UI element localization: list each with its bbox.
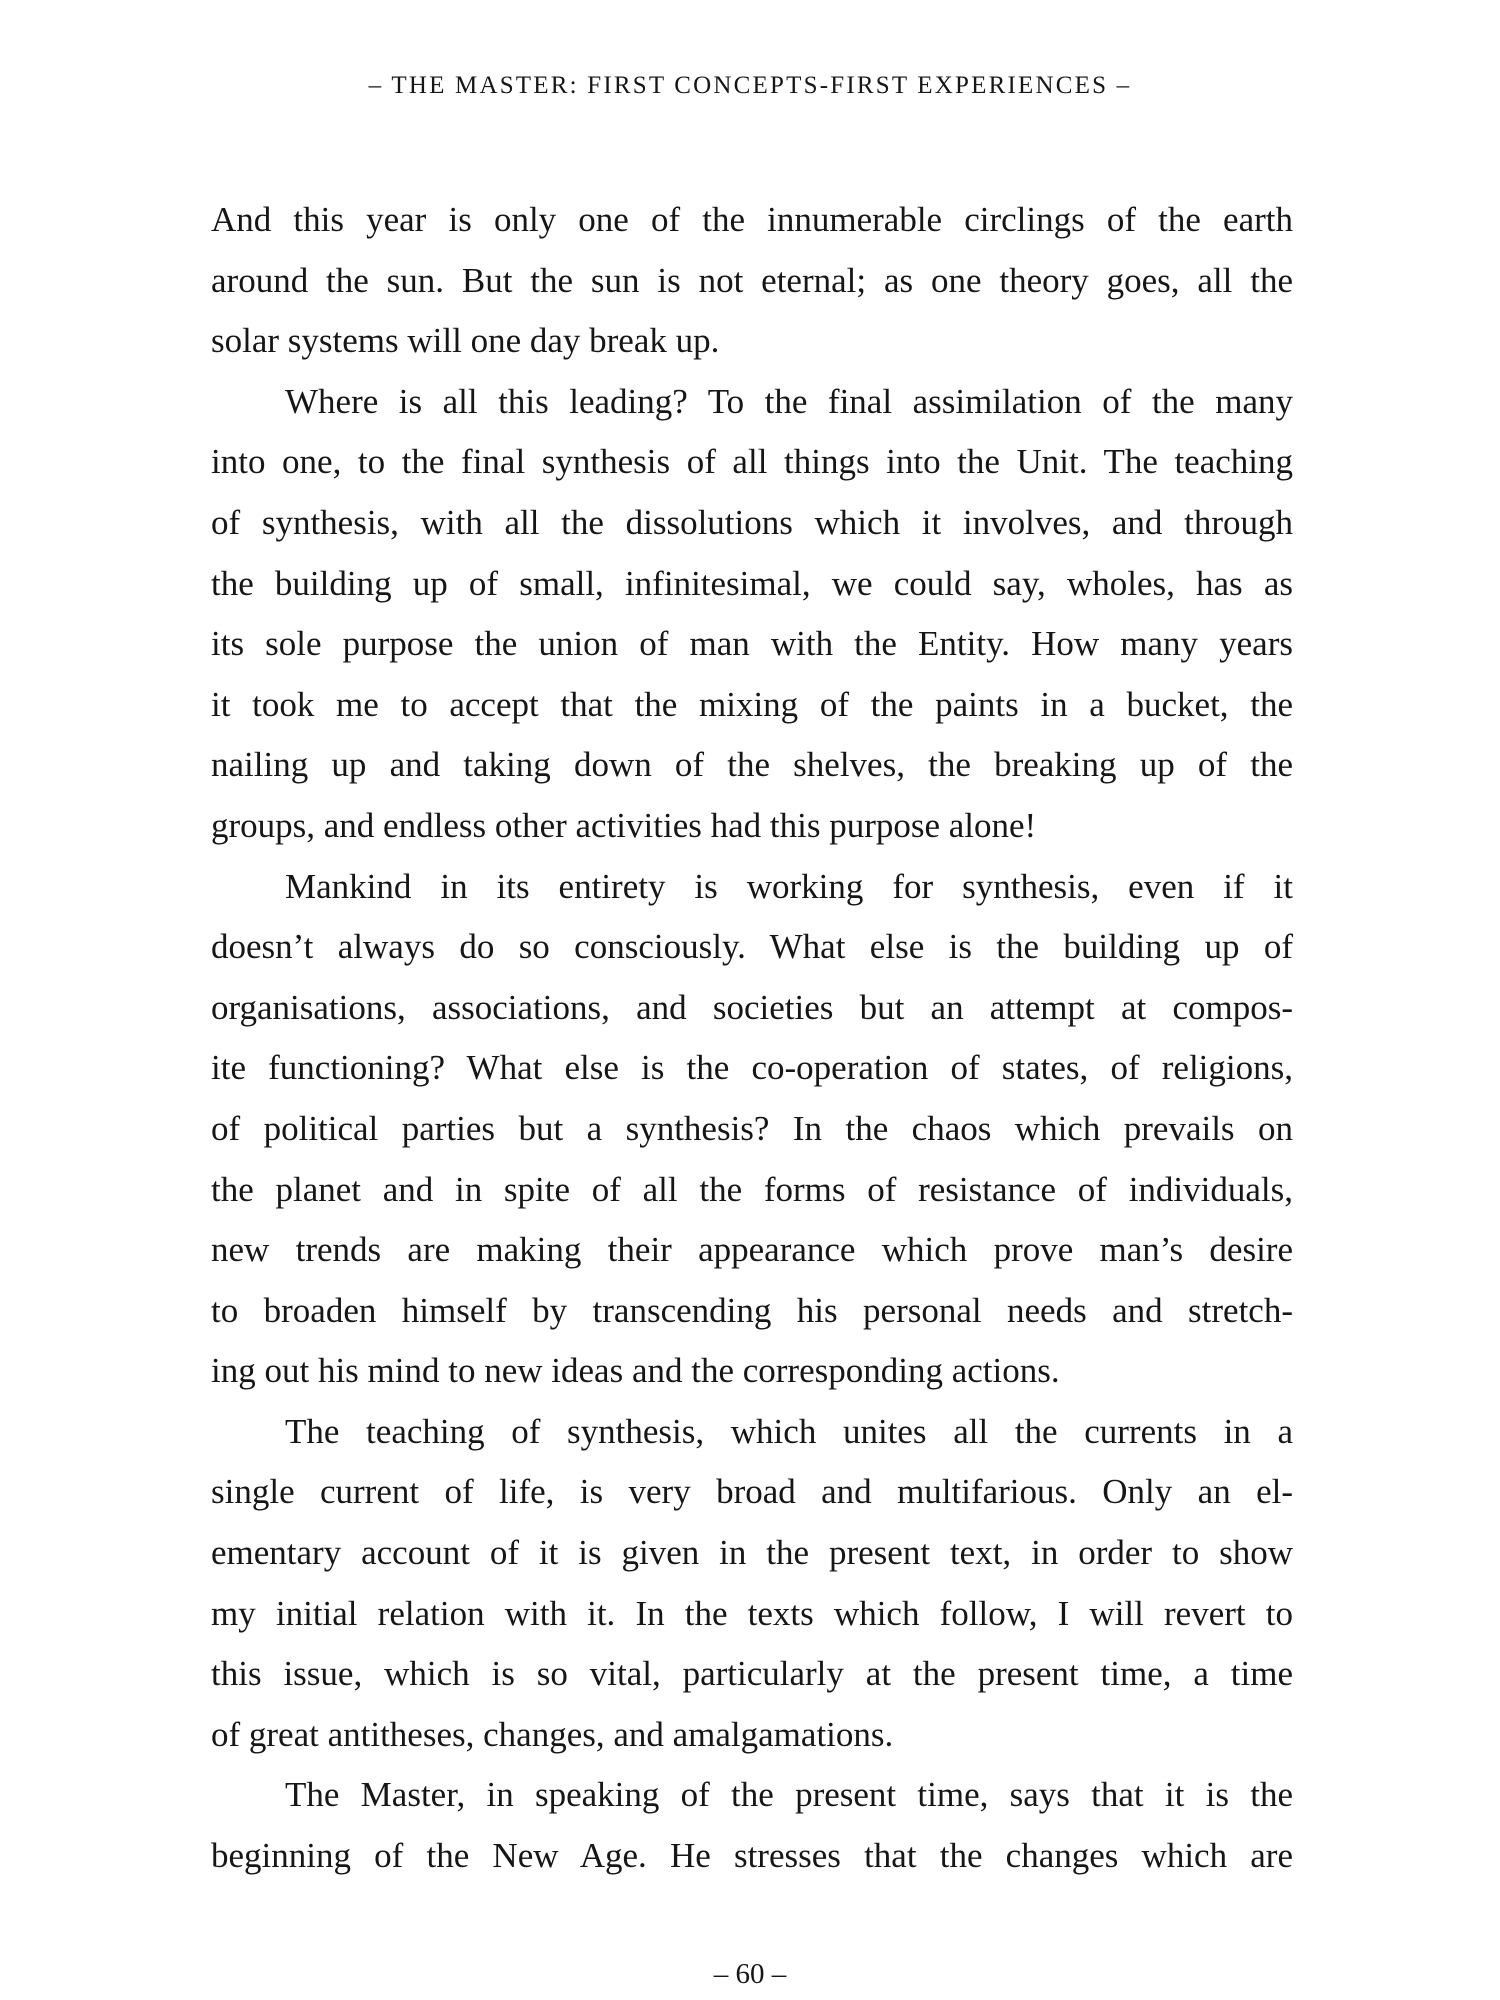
text-line: groups, and endless other activities had this purpose alone! [211,805,1037,845]
text-line: ing out his mind to new ideas and the corresponding actions. [211,1351,1060,1391]
paragraph [211,372,1293,857]
body-text [211,190,1293,1887]
text-line: into one, to the final synthesis of all things into the Unit. The teaching [211,442,1293,482]
text-line: of synthesis, with all the dissolutions which it involves, and through [211,502,1293,542]
text-line: its sole purpose the union of man with the Entity. How many years [211,624,1293,664]
paragraph [211,1765,1293,1886]
text-line: of great antitheses, changes, and amalgamations. [211,1714,894,1754]
text-line: nailing up and taking down of the shelves, the breaking up of the [211,745,1293,785]
text-line: solar systems will one day break up. [211,321,720,361]
text-line: Mankind in its entirety is working for synthesis, even if it [285,866,1293,906]
paragraph [211,1402,1293,1766]
text-line: my initial relation with it. In the texts which follow, I will revert to [211,1593,1293,1633]
text-line: of political parties but a synthesis? In the chaos which prevails on [211,1108,1293,1148]
text-line: the building up of small, infinitesimal, we could say, wholes, has as [211,563,1293,603]
text-line: this issue, which is so vital, particularly at the present time, a time [211,1654,1293,1694]
text-line: beginning of the New Age. He stresses that the changes which are [211,1836,1293,1876]
text-line: And this year is only one of the innumerable circlings of the earth [211,200,1293,239]
text-line: to broaden himself by transcending his personal needs and stretch- [211,1290,1293,1330]
paragraph [211,857,1293,1402]
text-line: ite functioning? What else is the co-operation of states, of religions, [211,1048,1293,1088]
page-number: – 60 – [713,1958,787,1990]
text-line: the planet and in spite of all the forms of resistance of individuals, [211,1169,1293,1209]
text-line: new trends are making their appearance which prove man’s desire [211,1230,1293,1270]
text-line: it took me to accept that the mixing of the paints in a bucket, the [211,684,1293,724]
running-header: – THE MASTER: FIRST CONCEPTS-FIRST EXPERIENCES – [368,72,1132,99]
text-line: doesn’t always do so consciously. What else is the building up of [211,927,1293,967]
text-line: organisations, associations, and societies but an attempt at compos- [211,987,1293,1027]
text-line: around the sun. But the sun is not eternal; as one theory goes, all the [211,260,1293,300]
text-line: The teaching of synthesis, which unites all the currents in a [285,1411,1293,1451]
text-line: Where is all this leading? To the final assimilation of the many [285,381,1293,421]
text-line: single current of life, is very broad and multifarious. Only an el- [211,1472,1293,1512]
paragraph [211,190,1293,372]
text-line: ementary account of it is given in the present text, in order to show [211,1533,1293,1573]
text-line: The Master, in speaking of the present time, says that it is the [285,1775,1293,1815]
